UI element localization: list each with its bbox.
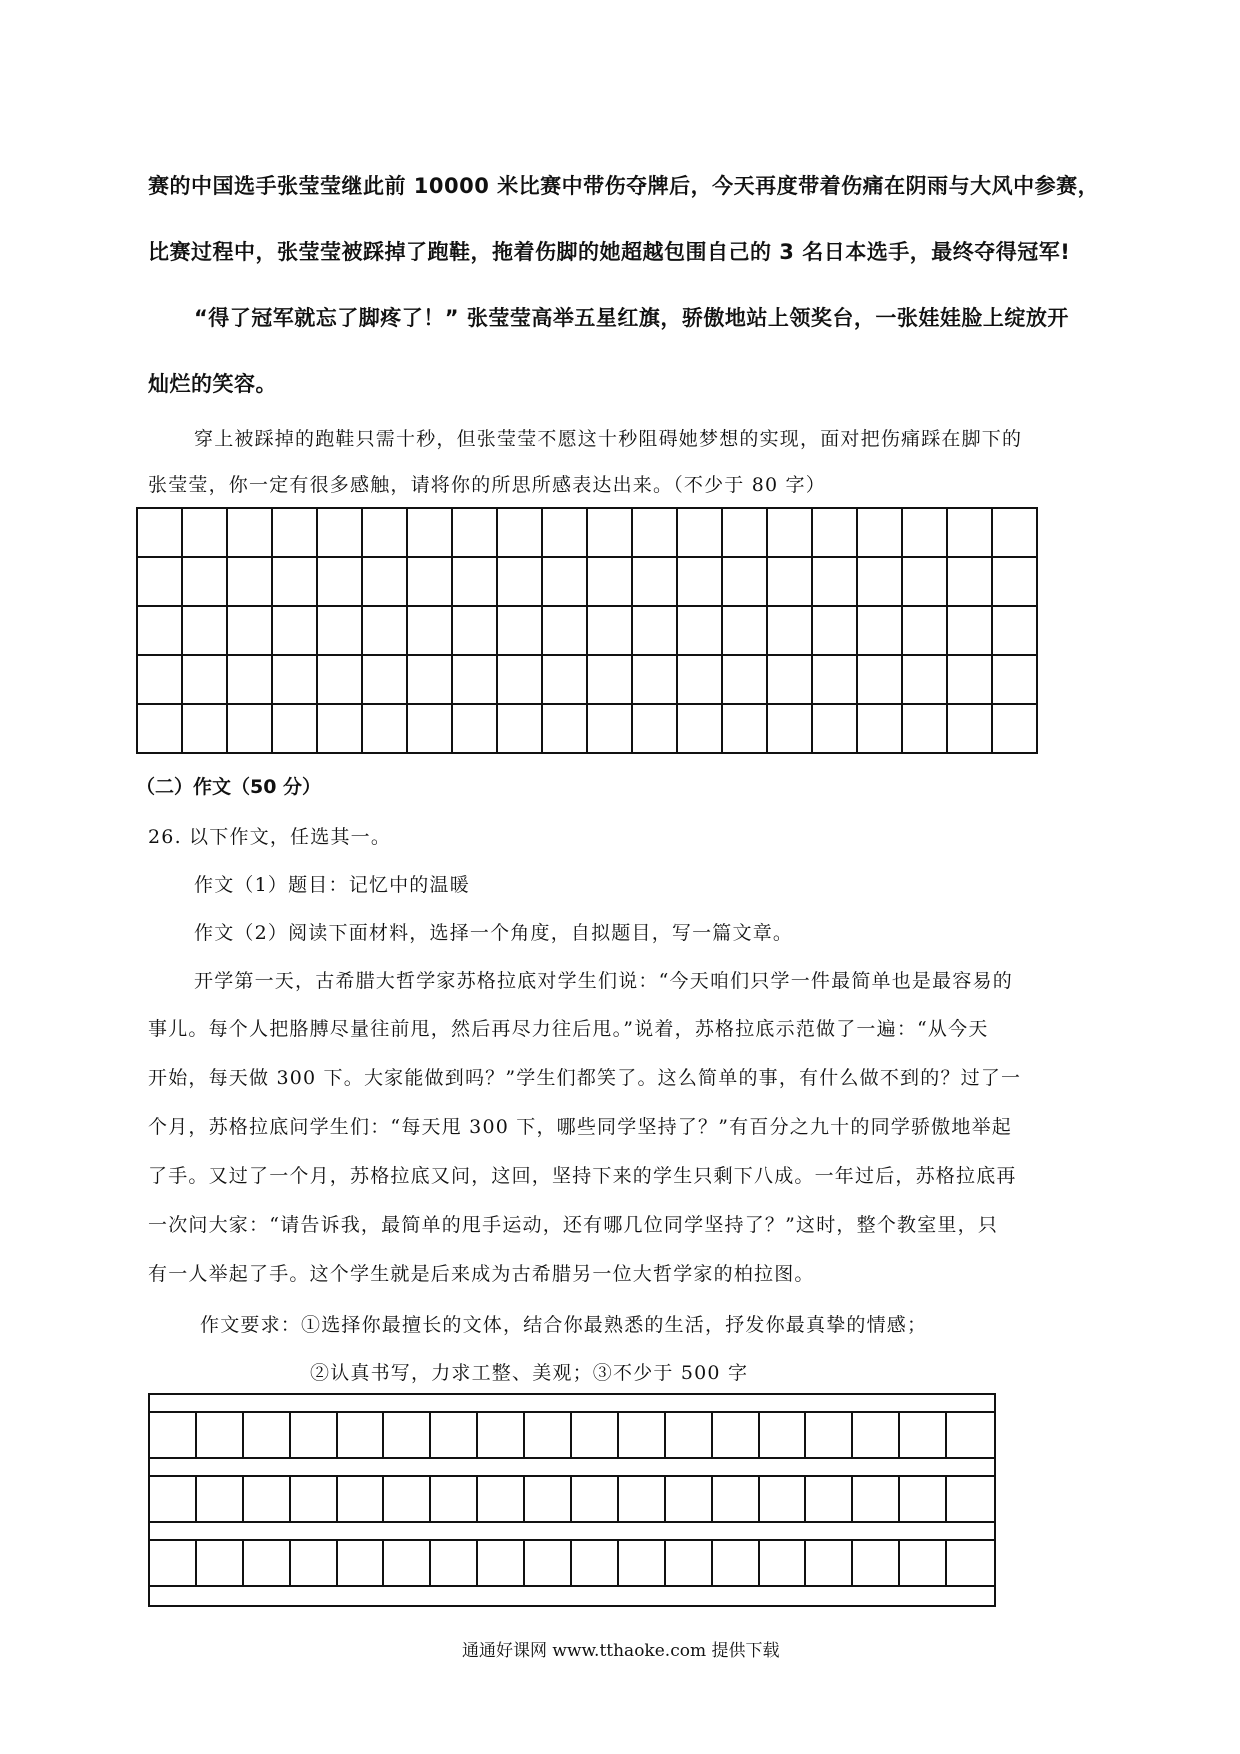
passage-line-4: 灿烂的笑容。 — [148, 372, 277, 396]
answer-cell[interactable] — [138, 558, 183, 607]
answer-cell[interactable] — [813, 558, 858, 607]
essay-cell[interactable] — [291, 1477, 338, 1521]
answer-cell[interactable] — [228, 558, 273, 607]
answer-cell[interactable] — [183, 607, 228, 656]
answer-cell[interactable] — [813, 607, 858, 656]
essay-cell[interactable] — [760, 1413, 807, 1457]
essay-cell[interactable] — [806, 1477, 853, 1521]
question-line-1: 穿上被踩掉的跑鞋只需十秒，但张莹莹不愿这十秒阻碍她梦想的实现，面对把伤痛踩在脚下的 — [194, 428, 1023, 450]
essay-cell[interactable] — [197, 1477, 244, 1521]
essay-cell[interactable] — [431, 1477, 478, 1521]
essay-cell[interactable] — [666, 1541, 713, 1585]
passage-line-1: 赛的中国选手张莹莹继此前 10000 米比赛中带伤夺牌后，今天再度带着伤痛在阴雨与大风中参赛， — [148, 174, 1100, 198]
answer-cell[interactable] — [543, 656, 588, 705]
essay-cell[interactable] — [806, 1413, 853, 1457]
answer-cell[interactable] — [228, 509, 273, 558]
answer-cell[interactable] — [588, 656, 633, 705]
answer-cell[interactable] — [363, 607, 408, 656]
answer-cell[interactable] — [408, 509, 453, 558]
answer-cell[interactable] — [768, 607, 813, 656]
essay-cell[interactable] — [900, 1541, 947, 1585]
essay-cell[interactable] — [619, 1413, 666, 1457]
passage-line-2: 比赛过程中，张莹莹被踩掉了跑鞋，拖着伤脚的她超越包围自己的 3 名日本选手，最终夺得冠军! — [148, 240, 1071, 264]
answer-cell[interactable] — [633, 656, 678, 705]
answer-cell[interactable] — [723, 607, 768, 656]
essay-row-gap — [150, 1587, 994, 1605]
answer-cell[interactable] — [948, 558, 993, 607]
answer-cell[interactable] — [678, 607, 723, 656]
answer-cell[interactable] — [723, 656, 768, 705]
material-line: 事儿。每个人把胳膊尽量往前甩，然后再尽力往后甩。”说着，苏格拉底示范做了一遍：“从今天 — [148, 1018, 989, 1040]
essay-cell[interactable] — [713, 1541, 760, 1585]
essay-cell[interactable] — [947, 1541, 994, 1585]
answer-cell[interactable] — [498, 509, 543, 558]
answer-cell[interactable] — [903, 607, 948, 656]
essay-row-gap — [150, 1395, 994, 1413]
answer-cell[interactable] — [228, 656, 273, 705]
answer-cell[interactable] — [363, 509, 408, 558]
answer-cell[interactable] — [183, 656, 228, 705]
requirements-line-2: ②认真书写，力求工整、美观；③不少于 500 字 — [310, 1362, 749, 1384]
answer-grid[interactable] — [136, 507, 1038, 754]
essay-cell[interactable] — [338, 1413, 385, 1457]
essay-cell[interactable] — [478, 1477, 525, 1521]
answer-cell[interactable] — [813, 656, 858, 705]
essay-cell[interactable] — [760, 1477, 807, 1521]
answer-cell[interactable] — [813, 509, 858, 558]
answer-cell[interactable] — [993, 509, 1038, 558]
essay-option-1: 作文（1）题目：记忆中的温暖 — [194, 874, 470, 896]
answer-cell[interactable] — [498, 607, 543, 656]
answer-cell[interactable] — [183, 509, 228, 558]
answer-cell[interactable] — [543, 705, 588, 754]
answer-cell[interactable] — [633, 558, 678, 607]
answer-cell[interactable] — [948, 705, 993, 754]
answer-cell[interactable] — [273, 705, 318, 754]
essay-cell[interactable] — [947, 1413, 994, 1457]
essay-option-2: 作文（2）阅读下面材料，选择一个角度，自拟题目，写一篇文章。 — [194, 922, 794, 944]
essay-cell[interactable] — [478, 1413, 525, 1457]
essay-cell[interactable] — [572, 1541, 619, 1585]
essay-cell[interactable] — [572, 1413, 619, 1457]
answer-cell[interactable] — [498, 705, 543, 754]
answer-cell[interactable] — [138, 607, 183, 656]
answer-cell[interactable] — [858, 705, 903, 754]
essay-cell[interactable] — [150, 1541, 197, 1585]
answer-cell[interactable] — [903, 509, 948, 558]
answer-cell[interactable] — [318, 607, 363, 656]
answer-cell[interactable] — [363, 705, 408, 754]
essay-cell[interactable] — [666, 1413, 713, 1457]
answer-cell[interactable] — [948, 607, 993, 656]
essay-cell[interactable] — [525, 1541, 572, 1585]
answer-cell[interactable] — [138, 509, 183, 558]
essay-cell[interactable] — [384, 1413, 431, 1457]
essay-cell[interactable] — [853, 1477, 900, 1521]
answer-cell[interactable] — [588, 607, 633, 656]
answer-cell[interactable] — [363, 656, 408, 705]
answer-cell[interactable] — [903, 558, 948, 607]
essay-cell[interactable] — [197, 1413, 244, 1457]
answer-cell[interactable] — [183, 558, 228, 607]
page-footer: 通通好课网 www.tthaoke.com 提供下载 — [462, 1641, 780, 1661]
answer-cell[interactable] — [723, 705, 768, 754]
answer-cell[interactable] — [273, 558, 318, 607]
answer-cell[interactable] — [993, 656, 1038, 705]
essay-cell[interactable] — [853, 1413, 900, 1457]
essay-cell[interactable] — [431, 1541, 478, 1585]
answer-cell[interactable] — [678, 656, 723, 705]
essay-cell[interactable] — [384, 1477, 431, 1521]
essay-cell[interactable] — [291, 1541, 338, 1585]
answer-cell[interactable] — [453, 607, 498, 656]
answer-cell[interactable] — [408, 656, 453, 705]
answer-cell[interactable] — [318, 509, 363, 558]
essay-cell[interactable] — [338, 1541, 385, 1585]
question-26: 26. 以下作文，任选其一。 — [148, 826, 392, 848]
answer-cell[interactable] — [858, 656, 903, 705]
essay-cell[interactable] — [760, 1541, 807, 1585]
essay-cell[interactable] — [384, 1541, 431, 1585]
answer-cell[interactable] — [453, 656, 498, 705]
answer-cell[interactable] — [543, 607, 588, 656]
essay-row-gap — [150, 1523, 994, 1541]
answer-cell[interactable] — [633, 509, 678, 558]
essay-cell[interactable] — [713, 1413, 760, 1457]
answer-cell[interactable] — [408, 607, 453, 656]
essay-cell[interactable] — [244, 1413, 291, 1457]
answer-cell[interactable] — [993, 558, 1038, 607]
essay-cell[interactable] — [806, 1541, 853, 1585]
essay-cell[interactable] — [478, 1541, 525, 1585]
answer-cell[interactable] — [183, 705, 228, 754]
section-heading: （二）作文（50 分） — [136, 776, 322, 798]
answer-cell[interactable] — [993, 607, 1038, 656]
answer-cell[interactable] — [948, 509, 993, 558]
answer-cell[interactable] — [678, 705, 723, 754]
answer-cell[interactable] — [858, 607, 903, 656]
answer-cell[interactable] — [768, 656, 813, 705]
essay-cell[interactable] — [900, 1477, 947, 1521]
answer-cell[interactable] — [408, 558, 453, 607]
material-line: 开始，每天做 300 下。大家能做到吗？”学生们都笑了。这么简单的事，有什么做不到的？过了一 — [148, 1067, 1022, 1089]
answer-cell[interactable] — [318, 558, 363, 607]
answer-cell[interactable] — [588, 705, 633, 754]
answer-cell[interactable] — [633, 705, 678, 754]
essay-cell[interactable] — [150, 1477, 197, 1521]
essay-cell[interactable] — [572, 1477, 619, 1521]
essay-cell[interactable] — [150, 1413, 197, 1457]
question-line-2: 张莹莹，你一定有很多感触，请将你的所思所感表达出来。（不少于 80 字） — [148, 474, 826, 496]
answer-cell[interactable] — [768, 705, 813, 754]
essay-cell[interactable] — [197, 1541, 244, 1585]
material-line: 了手。又过了一个月，苏格拉底又问，这回，坚持下来的学生只剩下八成。一年过后，苏格拉底再 — [148, 1165, 1017, 1187]
answer-cell[interactable] — [903, 656, 948, 705]
answer-cell[interactable] — [543, 558, 588, 607]
answer-cell[interactable] — [273, 607, 318, 656]
answer-cell[interactable] — [543, 509, 588, 558]
essay-cell[interactable] — [900, 1413, 947, 1457]
essay-grid-row — [150, 1413, 994, 1459]
answer-cell[interactable] — [453, 705, 498, 754]
essay-cell[interactable] — [713, 1477, 760, 1521]
answer-cell[interactable] — [588, 509, 633, 558]
answer-cell[interactable] — [498, 656, 543, 705]
essay-grid-row — [150, 1477, 994, 1523]
essay-cell[interactable] — [244, 1541, 291, 1585]
answer-cell[interactable] — [318, 656, 363, 705]
answer-cell[interactable] — [678, 558, 723, 607]
answer-cell[interactable] — [408, 705, 453, 754]
answer-cell[interactable] — [588, 558, 633, 607]
answer-cell[interactable] — [768, 509, 813, 558]
answer-cell[interactable] — [228, 705, 273, 754]
essay-cell[interactable] — [666, 1477, 713, 1521]
material-line: 个月，苏格拉底问学生们：“每天甩 300 下，哪些同学坚持了？”有百分之九十的同学骄傲地举起 — [148, 1116, 1012, 1138]
essay-cell[interactable] — [338, 1477, 385, 1521]
answer-cell[interactable] — [138, 705, 183, 754]
essay-cell[interactable] — [244, 1477, 291, 1521]
answer-cell[interactable] — [633, 607, 678, 656]
essay-cell[interactable] — [431, 1413, 478, 1457]
essay-cell[interactable] — [291, 1413, 338, 1457]
essay-grid-row — [150, 1541, 994, 1587]
answer-cell[interactable] — [813, 705, 858, 754]
material-line: 一次问大家：“请告诉我，最简单的甩手运动，还有哪几位同学坚持了？”这时，整个教室里，只 — [148, 1214, 999, 1236]
answer-cell[interactable] — [723, 509, 768, 558]
answer-cell[interactable] — [723, 558, 768, 607]
answer-cell[interactable] — [318, 705, 363, 754]
essay-cell[interactable] — [619, 1477, 666, 1521]
essay-cell[interactable] — [619, 1541, 666, 1585]
answer-cell[interactable] — [453, 509, 498, 558]
answer-cell[interactable] — [768, 558, 813, 607]
material-line: 有一人举起了手。这个学生就是后来成为古希腊另一位大哲学家的柏拉图。 — [148, 1263, 815, 1285]
answer-cell[interactable] — [273, 656, 318, 705]
essay-cell[interactable] — [853, 1541, 900, 1585]
answer-cell[interactable] — [228, 607, 273, 656]
answer-cell[interactable] — [948, 656, 993, 705]
passage-line-3: “得了冠军就忘了脚疼了！” 张莹莹高举五星红旗，骄傲地站上领奖台，一张娃娃脸上绽放开 — [194, 306, 1069, 330]
answer-cell[interactable] — [858, 509, 903, 558]
material-line: 开学第一天，古希腊大哲学家苏格拉底对学生们说：“今天咱们只学一件最简单也是最容易的 — [194, 970, 1013, 992]
answer-cell[interactable] — [363, 558, 408, 607]
essay-cell[interactable] — [525, 1413, 572, 1457]
answer-cell[interactable] — [453, 558, 498, 607]
answer-cell[interactable] — [138, 656, 183, 705]
answer-cell[interactable] — [273, 509, 318, 558]
answer-cell[interactable] — [498, 558, 543, 607]
answer-cell[interactable] — [903, 705, 948, 754]
requirements-line-1: 作文要求：①选择你最擅长的文体，结合你最熟悉的生活，抒发你最真挚的情感； — [200, 1314, 928, 1336]
essay-cell[interactable] — [947, 1477, 994, 1521]
answer-cell[interactable] — [858, 558, 903, 607]
essay-row-gap — [150, 1459, 994, 1477]
answer-cell[interactable] — [993, 705, 1038, 754]
answer-cell[interactable] — [678, 509, 723, 558]
essay-cell[interactable] — [525, 1477, 572, 1521]
essay-writing-grid[interactable] — [148, 1393, 996, 1607]
